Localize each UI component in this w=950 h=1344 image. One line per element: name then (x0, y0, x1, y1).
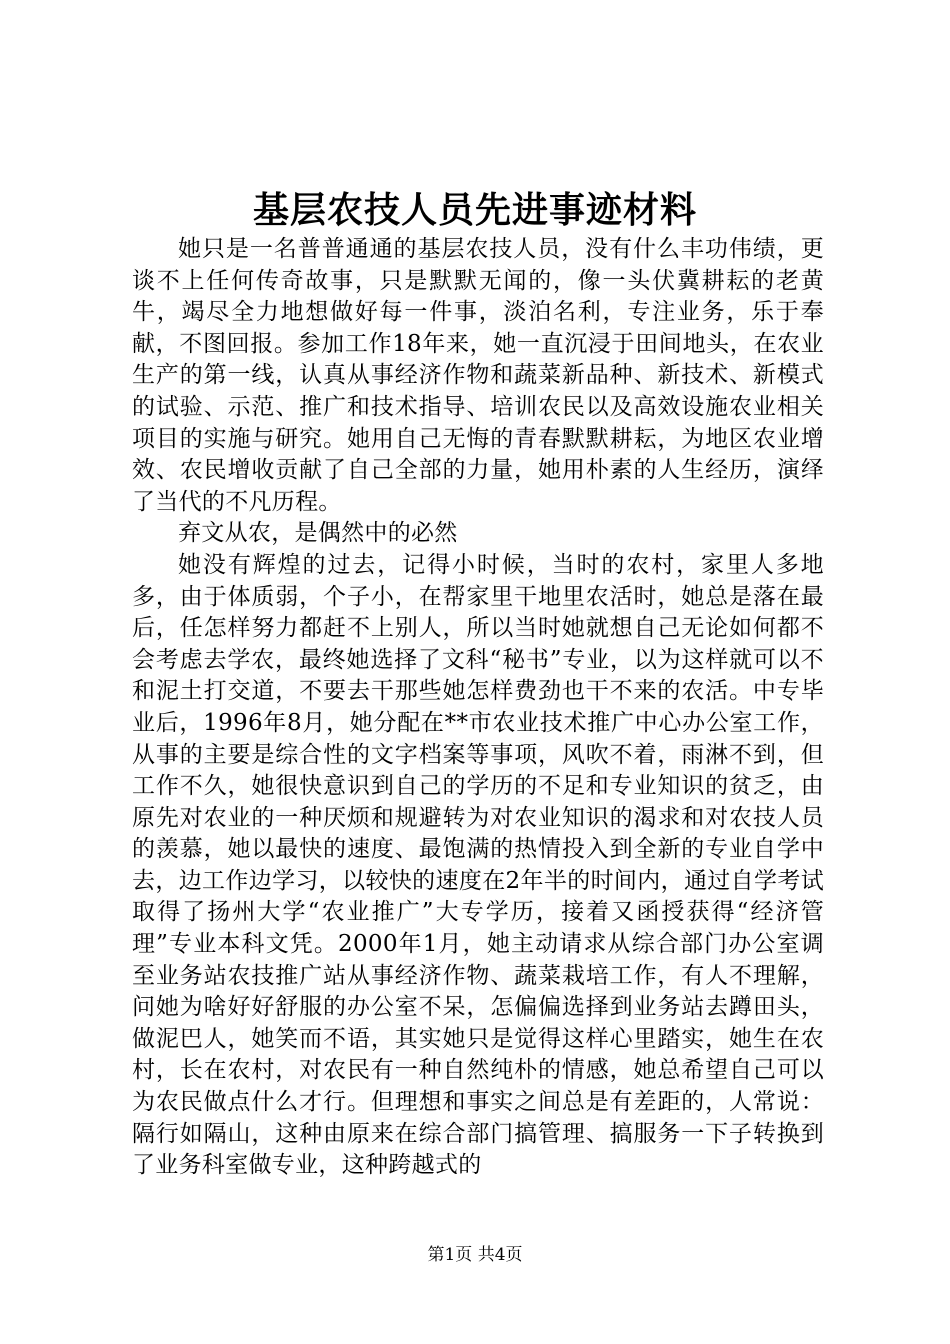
intro-paragraph: 她只是一名普普通通的基层农技人员，没有什么丰功伟绩，更谈不上任何传奇故事，只是默默无闻的，像一头伏冀耕耘的老黄牛，竭尽全力地想做好每一件事，淡泊名利，专注业务，乐于奉献，不图回报。参加工作18年来，她一直沉浸于田间地头，在农业生产的第一线，认真从事经济作物和蔬菜新品种、新技术、新模式的试验、示范、推广和技术指导、培训农民以及高效设施农业相关项目的实施与研究。她用自己无悔的青春默默耕耘，为地区农业增效、农民增收贡献了自己全部的力量，她用朴素的人生经历，演绎了当代的不凡历程。 (132, 236, 824, 515)
document-body (132, 234, 824, 1182)
section-paragraph: 她没有辉煌的过去，记得小时候，当时的农村，家里人多地多，由于体质弱，个子小，在帮家里干地里农活时，她总是落在最后，任怎样努力都赶不上别人，所以当时她就想自己无论如何都不会考虑去学农，最终她选择了文科“秘书”专业，以为这样就可以不和泥土打交道，不要去干那些她怎样费劲也干不来的农活。中专毕业后，1996年8月，她分配在**市农业技术推广中心办公室工作，从事的主要是综合性的文字档案等事项，风吹不着，雨淋不到，但工作不久，她很快意识到自己的学历的不足和专业知识的贫乏，由原先对农业的一种厌烦和规避转为对农业知识的渴求和对农技人员的羡慕，她以最快的速度、最饱满的热情投入到全新的专业自学中去，边工作边学习，以较快的速度在2年半的时间内，通过自学考试取得了扬州大学“农业推广”大专学历，接着又函授获得“经济管理”专业本科文凭。2000年1月，她主动请求从综合部门办公室调至业务站农技推广站从事经济作物、蔬菜栽培工作，有人不理解，问她为啥好好舒服的办公室不呆，怎偏偏选择到业务站去蹲田头，做泥巴人，她笑而不语，其实她只是觉得这样心里踏实，她生在农村，长在农村，对农民有一种自然纯朴的情感，她总希望自己可以为农民做点什么才行。但理想和事实之间总是有差距的，人常说：隔行如隔山，这种由原来在综合部门搞管理、搞服务一下子转换到了业务科室做专业，这种跨越式的 (132, 551, 824, 1179)
section-subheading: 弃文从农，是偶然中的必然 (178, 520, 458, 547)
document-title: 基层农技人员先进事迹材料 (252, 189, 697, 231)
page-number-footer: 第1页 共4页 (427, 1245, 523, 1265)
